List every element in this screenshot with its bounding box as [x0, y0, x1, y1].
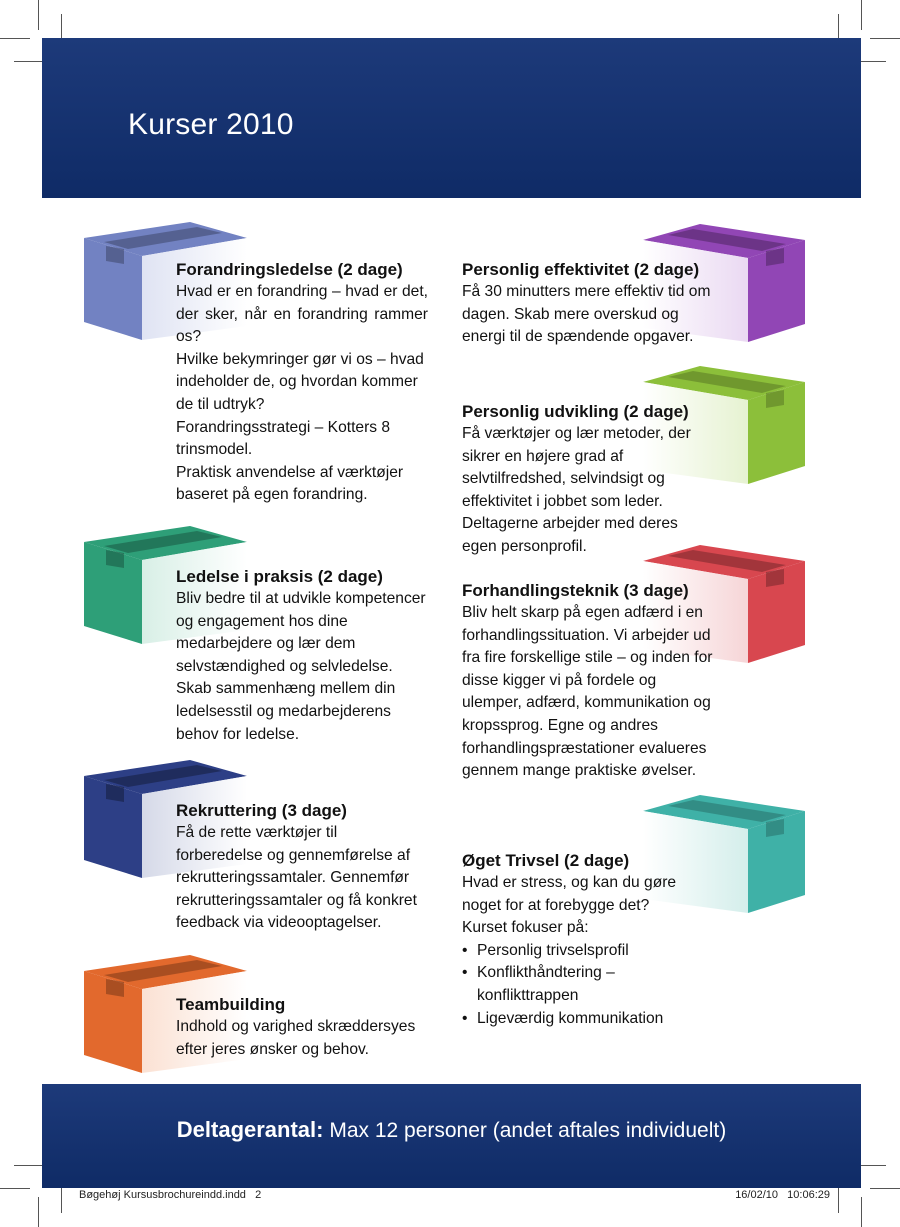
- course-teambuilding: [176, 994, 428, 1061]
- course-text: Kurset fokuser på:: [462, 919, 589, 937]
- course-title: Ledelse i praksis (2 dage): [176, 567, 383, 586]
- participant-info: [42, 1117, 861, 1143]
- course-text: Bliv helt skarp på egen adfærd i en forhandlingssituation. Vi arbejder ud fra fire forskellige stile – og inden for disse kigger vi på fordele og ulemper, adfærd, kommunikation og kropssprog. Egne og andres forhandlingspræstationer evalueres gennem mange praktiske øvelser.: [462, 604, 713, 780]
- course-title: Personlig udvikling (2 dage): [462, 402, 689, 421]
- crop-mark: [38, 1197, 39, 1227]
- course-ledelse-i-praksis: [176, 566, 428, 746]
- crop-mark: [861, 0, 862, 30]
- course-text: Indhold og varighed skræddersyes efter jeres ønsker og behov.: [176, 1018, 416, 1058]
- course-text: Skab sammenhæng mellem din ledelsesstil og medarbejderens behov for ledelse.: [176, 680, 396, 743]
- course-text: Forandringsstrategi – Kotters 8 trinsmodel.: [176, 418, 391, 459]
- participant-label: Deltagerantal:: [176, 1117, 324, 1142]
- course-text: Få værktøjer og lær metoder, der sikrer en højere grad af selvtilfredshed, selvindsigt og effektivitet i jobbet som leder. Deltagerne arbejder med deres egen personprofil.: [462, 425, 691, 555]
- course-rekruttering: [176, 800, 428, 935]
- course-text: Praktisk anvendelse af værktøjer baseret på egen forandring.: [176, 463, 404, 504]
- crop-mark: [14, 1165, 44, 1166]
- course-personlig-effektivitet: [462, 259, 714, 349]
- course-title: Forandringsledelse (2 dage): [176, 260, 403, 279]
- course-forandringsledelse: [176, 259, 428, 507]
- course-forhandlingsteknik: [462, 580, 714, 783]
- page-title: Kurser 2010: [128, 108, 294, 141]
- list-item: • Ligeværdig kommunikation: [462, 1008, 714, 1031]
- course-title: Teambuilding: [176, 995, 286, 1014]
- participant-value: Max 12 personer (andet aftales individuelt): [329, 1119, 727, 1142]
- course-text: Hvilke bekymringer gør vi os – hvad indeholder de, og hvordan kommer de til udtryk?: [176, 350, 424, 413]
- crop-mark: [38, 0, 39, 30]
- crop-mark: [861, 1197, 862, 1227]
- course-title: Forhandlingsteknik (3 dage): [462, 581, 689, 600]
- course-text: Hvad er stress, og kan du gøre noget for at forebygge det?: [462, 874, 677, 914]
- crop-mark: [14, 61, 44, 62]
- course-text: Få de rette værktøjer til forberedelse og gennemførelse af rekrutteringssamtaler. Gennemfør rekrutteringssamtaler og få konkret feedback via videooptagelser.: [176, 824, 417, 932]
- course-personlig-udvikling: [462, 401, 714, 559]
- crop-mark: [870, 1188, 900, 1189]
- header-band: [42, 38, 861, 198]
- course-text: Få 30 minutters mere effektiv tid om dagen. Skab mere overskud og energi til de spændende opgaver.: [462, 283, 711, 346]
- print-slug-file: Bøgehøj Kursusbrochureindd.indd 2: [79, 1189, 262, 1201]
- course-text: Bliv bedre til at udvikle kompetencer og engagement hos dine medarbejdere og lær dem selvstændighed og selvledelse.: [176, 590, 426, 675]
- course-title: Personlig effektivitet (2 dage): [462, 260, 700, 279]
- bullet-list: [462, 940, 714, 1030]
- print-slug-datetime: 16/02/10 10:06:29: [735, 1189, 830, 1201]
- course-text: Hvad er en forandring – hvad er det, der sker, når en forandring rammer os?: [176, 283, 428, 346]
- crop-mark: [0, 1188, 30, 1189]
- course-oget-trivsel: [462, 850, 714, 1030]
- crop-mark: [0, 38, 30, 39]
- course-title: Øget Trivsel (2 dage): [462, 851, 630, 870]
- list-item: • Konflikthåndtering – konflikttrappen: [462, 962, 714, 1007]
- list-item: • Personlig trivselsprofil: [462, 940, 714, 963]
- course-title: Rekruttering (3 dage): [176, 801, 347, 820]
- crop-mark: [870, 38, 900, 39]
- footer-band: [42, 1084, 861, 1188]
